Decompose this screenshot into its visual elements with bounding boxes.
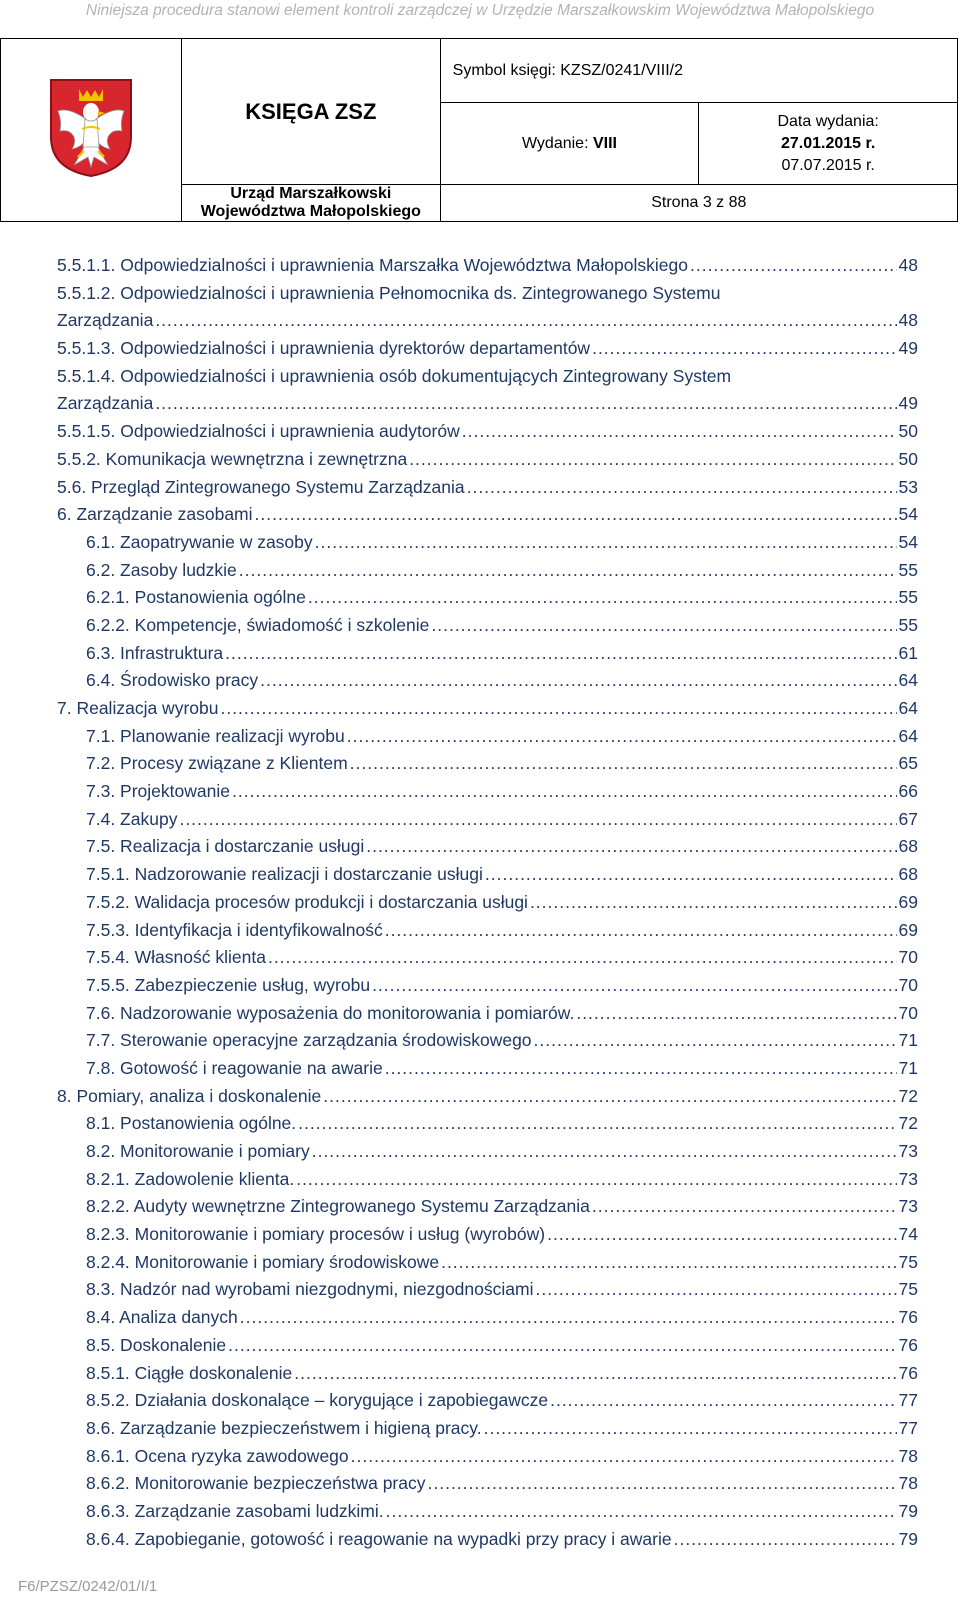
toc-entry[interactable] xyxy=(0,861,960,889)
toc-entry[interactable] xyxy=(0,1221,960,1249)
toc-leader-dots xyxy=(386,1498,897,1526)
toc-entry[interactable] xyxy=(0,1304,960,1332)
book-symbol: Symbol księgi: KZSZ/0241/VIII/2 xyxy=(440,39,957,103)
toc-entry[interactable] xyxy=(0,1387,960,1415)
coat-of-arms-icon xyxy=(48,77,134,179)
toc-page-number: 70 xyxy=(898,1002,918,1023)
toc-page-number: 75 xyxy=(898,1251,918,1272)
toc-page-number: 49 xyxy=(898,338,918,359)
toc-entry-text: 7.5. Realizacja i dostarczanie usługi xyxy=(86,836,365,857)
toc-entry-text: 5.6. Przegląd Zintegrowanego Systemu Zarządzania xyxy=(57,476,465,497)
toc-page-number: 50 xyxy=(898,448,918,469)
toc-page-number: 53 xyxy=(898,476,918,497)
toc-page-number: 73 xyxy=(898,1168,918,1189)
toc-page-number: 64 xyxy=(898,670,918,691)
toc-page-number: 72 xyxy=(898,1085,918,1106)
toc-leader-dots xyxy=(312,1138,897,1166)
toc-leader-dots xyxy=(228,1332,896,1360)
toc-leader-dots xyxy=(441,1249,896,1277)
toc-page-number: 78 xyxy=(898,1445,918,1466)
toc-entry-text: 8.6.3. Zarządzanie zasobami ludzkimi. xyxy=(86,1500,384,1521)
toc-leader-dots xyxy=(232,778,897,806)
office-name: Urząd Marszałkowski Województwa Małopolskiego xyxy=(182,185,441,222)
toc-page-number: 54 xyxy=(898,504,918,525)
toc-page-number: 76 xyxy=(898,1334,918,1355)
toc-entry[interactable] xyxy=(0,833,960,861)
toc-page-number: 69 xyxy=(898,891,918,912)
toc-leader-dots xyxy=(308,584,897,612)
toc-leader-dots xyxy=(530,889,897,917)
toc-entry-text: 8.2.2. Audyty wewnętrzne Zintegrowanego Systemu Zarządzania xyxy=(86,1196,590,1217)
toc-leader-dots xyxy=(534,1027,897,1055)
toc-entry-text: 8.2.4. Monitorowanie i pomiary środowiskowe xyxy=(86,1251,440,1272)
toc-leader-dots xyxy=(462,418,897,446)
toc-leader-dots xyxy=(220,695,896,723)
toc-entry-text: 5.5.1.4. Odpowiedzialności i uprawnienia osób dokumentujących Zintegrowany System xyxy=(57,365,732,386)
toc-page-number: 75 xyxy=(898,1279,918,1300)
toc-leader-dots xyxy=(351,1443,897,1471)
toc-page-number: 73 xyxy=(898,1141,918,1162)
toc-entry-text: 7.1. Planowanie realizacji wyrobu xyxy=(86,725,345,746)
toc-entry[interactable] xyxy=(0,501,960,529)
toc-leader-dots xyxy=(550,1387,896,1415)
toc-page-number: 48 xyxy=(898,255,918,275)
toc-page-number: 49 xyxy=(898,393,918,414)
book-title: KSIĘGA ZSZ xyxy=(182,39,441,185)
toc-page-number: 70 xyxy=(898,974,918,995)
toc-leader-dots xyxy=(674,1526,897,1554)
toc-entry[interactable] xyxy=(0,1138,960,1166)
form-code: F6/PZSZ/0242/01/I/1 xyxy=(18,1578,158,1595)
toc-leader-dots xyxy=(294,1360,896,1388)
toc-entry-text: 8.5. Doskonalenie xyxy=(86,1334,227,1355)
toc-entry[interactable] xyxy=(0,944,960,972)
toc-entry[interactable] xyxy=(0,1027,960,1055)
toc-entry[interactable] xyxy=(0,667,960,695)
toc-page-number: 70 xyxy=(898,947,918,968)
toc-leader-dots xyxy=(576,1000,896,1028)
toc-page-number: 74 xyxy=(898,1224,918,1245)
toc-page-number: 76 xyxy=(898,1307,918,1328)
toc-page-number: 65 xyxy=(898,753,918,774)
toc-entry[interactable] xyxy=(0,252,960,280)
toc-entry[interactable] xyxy=(0,972,960,1000)
toc-leader-dots xyxy=(428,1470,897,1498)
toc-entry-text: 7.5.2. Walidacja procesów produkcji i dostarczania usługi xyxy=(86,891,528,912)
edition-label: Wydanie: xyxy=(521,134,589,152)
toc-entry-text: 7.5.3. Identyfikacja i identyfikowalność xyxy=(86,919,383,940)
toc-leader-dots xyxy=(155,307,896,335)
toc-entry-text: 7.5.4. Własność klienta xyxy=(86,947,266,968)
toc-entry[interactable] xyxy=(0,1470,960,1498)
toc-leader-dots xyxy=(484,1415,897,1443)
toc-entry[interactable] xyxy=(0,806,960,834)
toc-entry-text: 5.5.1.3. Odpowiedzialności i uprawnienia dyrektorów departamentów xyxy=(57,338,591,359)
toc-entry-text: 5.5.1.1. Odpowiedzialności i uprawnienia Marszałka Województwa Małopolskiego xyxy=(57,255,688,275)
toc-entry-text: 7.6. Nadzorowanie wyposażenia do monitorowania i pomiarów. xyxy=(86,1002,575,1023)
issue-date-label: Data wydania: xyxy=(777,112,879,130)
issue-date-1: 27.01.2015 r. xyxy=(781,134,876,152)
toc-entry[interactable] xyxy=(0,640,960,668)
toc-entry[interactable] xyxy=(0,474,960,502)
toc-leader-dots xyxy=(385,1055,897,1083)
toc-entry-text: 8.6.2. Monitorowanie bezpieczeństwa pracy xyxy=(86,1473,426,1494)
edition-value: VIII xyxy=(592,134,617,152)
toc-entry-text: 5.5.1.2. Odpowiedzialności i uprawnienia Pełnomocnika ds. Zintegrowanego Systemu xyxy=(57,282,721,303)
toc-page-number: 76 xyxy=(898,1362,918,1383)
toc-page-number: 69 xyxy=(898,919,918,940)
toc-entry[interactable] xyxy=(0,1110,960,1138)
toc-page-number: 55 xyxy=(898,559,918,580)
toc-entry-text: 8.4. Analiza danych xyxy=(86,1307,238,1328)
toc-leader-dots xyxy=(372,972,896,1000)
toc-page-number: 64 xyxy=(898,698,918,719)
toc-page-number: 68 xyxy=(898,864,918,885)
toc-entry[interactable] xyxy=(0,446,960,474)
toc-entry-text: 8.5.2. Działania doskonalące – korygujące i zapobiegawcze xyxy=(86,1390,549,1411)
toc-entry[interactable] xyxy=(0,1166,960,1194)
toc-entry-text: 7.7. Sterowanie operacyjne zarządzania środowiskowego xyxy=(86,1030,532,1051)
coat-of-arms xyxy=(1,39,182,222)
toc-entry[interactable] xyxy=(0,723,960,751)
toc-leader-dots xyxy=(485,861,897,889)
toc-entry-text: 6.2. Zasoby ludzkie xyxy=(86,559,237,580)
toc-entry-text: 8.3. Nadzór nad wyrobami niezgodnymi, niezgodnościami xyxy=(86,1279,534,1300)
edition xyxy=(440,103,699,185)
toc-entry-text: 8.6.1. Ocena ryzyka zawodowego xyxy=(86,1445,349,1466)
toc-leader-dots xyxy=(350,750,897,778)
toc-entry[interactable] xyxy=(0,778,960,806)
toc-entry-text: 7. Realizacja wyrobu xyxy=(57,698,219,719)
toc-page-number: 54 xyxy=(898,531,918,552)
toc-page-number: 77 xyxy=(898,1417,918,1438)
toc-entry-text: 6. Zarządzanie zasobami xyxy=(57,504,253,525)
toc-entry-text: 6.1. Zaopatrywanie w zasoby xyxy=(86,531,313,552)
toc-page-number: 48 xyxy=(898,310,918,331)
table-of-contents xyxy=(0,252,960,1553)
toc-entry[interactable] xyxy=(0,1193,960,1221)
toc-entry[interactable] xyxy=(0,529,960,557)
toc-entry[interactable] xyxy=(0,557,960,585)
toc-page-number: 55 xyxy=(898,614,918,635)
toc-page-number: 55 xyxy=(898,587,918,608)
toc-entry-text: 8.2.1. Zadowolenie klienta. xyxy=(86,1168,295,1189)
toc-entry-text: 8.6. Zarządzanie bezpieczeństwem i higieną pracy. xyxy=(86,1417,482,1438)
watermark-text: Niniejsza procedura stanowi element kontroli zarządczej w Urzędzie Marszałkowskim Województwa Małopolskiego xyxy=(85,2,875,19)
toc-entry[interactable] xyxy=(0,889,960,917)
toc-leader-dots xyxy=(690,252,897,280)
toc-entry[interactable] xyxy=(0,1360,960,1388)
toc-entry-text: 7.5.1. Nadzorowanie realizacji i dostarczanie usługi xyxy=(86,864,483,885)
toc-entry[interactable] xyxy=(0,1083,960,1111)
toc-page-number: 79 xyxy=(898,1528,918,1549)
toc-entry[interactable] xyxy=(0,695,960,723)
toc-entry-text: 7.4. Zakupy xyxy=(86,808,178,829)
document-header xyxy=(0,38,958,222)
toc-entry[interactable] xyxy=(0,335,960,363)
toc-entry-text: 6.4. Środowisko pracy xyxy=(86,670,259,691)
issue-date-2: 07.07.2015 r. xyxy=(781,156,875,174)
toc-entry-text: 7.5.5. Zabezpieczenie usług, wyrobu xyxy=(86,974,371,995)
toc-entry[interactable] xyxy=(0,584,960,612)
toc-leader-dots xyxy=(535,1276,896,1304)
toc-entry[interactable] xyxy=(0,1000,960,1028)
toc-leader-dots xyxy=(347,723,897,751)
toc-leader-dots xyxy=(268,944,897,972)
toc-entry-text: 8.1. Postanowienia ogólne. xyxy=(86,1113,297,1134)
toc-leader-dots xyxy=(179,806,896,834)
issue-date xyxy=(699,103,958,185)
toc-page-number: 71 xyxy=(898,1030,918,1051)
toc-entry-text: 7.8. Gotowość i reagowanie na awarie xyxy=(86,1057,383,1078)
toc-entry-text: 7.3. Projektowanie xyxy=(86,781,230,802)
toc-leader-dots xyxy=(298,1110,896,1138)
toc-leader-dots xyxy=(225,640,896,668)
toc-entry-text: 8.2. Monitorowanie i pomiary xyxy=(86,1141,310,1162)
toc-leader-dots xyxy=(431,612,896,640)
toc-page-number: 72 xyxy=(898,1113,918,1134)
toc-leader-dots xyxy=(240,1304,897,1332)
toc-entry-text: 5.5.1.5. Odpowiedzialności i uprawnienia audytorów xyxy=(57,421,460,442)
toc-leader-dots xyxy=(315,529,897,557)
toc-entry[interactable] xyxy=(0,1055,960,1083)
toc-leader-dots xyxy=(366,833,896,861)
toc-leader-dots xyxy=(409,446,896,474)
toc-entry-text: 7.2. Procesy związane z Klientem xyxy=(86,753,348,774)
toc-entry-text: 8.2.3. Monitorowanie i pomiary procesów i usług (wyrobów) xyxy=(86,1224,546,1245)
toc-entry-text: 6.3. Infrastruktura xyxy=(86,642,224,663)
toc-entry-text-continued: Zarządzania xyxy=(57,310,154,331)
toc-leader-dots xyxy=(296,1166,896,1194)
toc-entry[interactable] xyxy=(0,1415,960,1443)
toc-page-number: 68 xyxy=(898,836,918,857)
toc-page-number: 78 xyxy=(898,1473,918,1494)
toc-page-number: 71 xyxy=(898,1057,918,1078)
toc-leader-dots xyxy=(239,557,897,585)
toc-leader-dots xyxy=(260,667,896,695)
page-number: Strona 3 z 88 xyxy=(440,185,957,222)
toc-entry[interactable] xyxy=(0,1249,960,1277)
toc-entry-text: 8.6.4. Zapobieganie, gotowość i reagowanie na wypadki przy pracy i awarie xyxy=(86,1528,672,1549)
toc-entry[interactable] xyxy=(0,1498,960,1526)
toc-entry-text-continued: Zarządzania xyxy=(57,393,154,414)
toc-entry[interactable] xyxy=(0,750,960,778)
toc-entry[interactable] xyxy=(0,418,960,446)
toc-entry[interactable] xyxy=(0,1443,960,1471)
toc-entry-text: 6.2.2. Kompetencje, świadomość i szkolenie xyxy=(86,614,430,635)
toc-entry[interactable] xyxy=(0,363,960,418)
toc-page-number: 66 xyxy=(898,781,918,802)
toc-entry[interactable] xyxy=(0,612,960,640)
toc-leader-dots xyxy=(592,1193,897,1221)
toc-entry[interactable] xyxy=(0,917,960,945)
toc-page-number: 79 xyxy=(898,1500,918,1521)
toc-leader-dots xyxy=(255,501,897,529)
toc-leader-dots xyxy=(467,474,897,502)
toc-leader-dots xyxy=(547,1221,896,1249)
toc-page-number: 73 xyxy=(898,1196,918,1217)
toc-entry-text: 5.5.2. Komunikacja wewnętrzna i zewnętrzna xyxy=(57,448,408,469)
toc-entry[interactable] xyxy=(0,1276,960,1304)
toc-page-number: 61 xyxy=(898,642,918,663)
toc-entry-text: 8.5.1. Ciągłe doskonalenie xyxy=(86,1362,293,1383)
toc-page-number: 64 xyxy=(898,725,918,746)
toc-entry[interactable] xyxy=(0,1332,960,1360)
toc-leader-dots xyxy=(592,335,896,363)
toc-leader-dots xyxy=(385,917,897,945)
toc-entry-text: 6.2.1. Postanowienia ogólne xyxy=(86,587,306,608)
toc-leader-dots xyxy=(323,1083,896,1111)
toc-leader-dots xyxy=(155,390,896,418)
toc-page-number: 50 xyxy=(898,421,918,442)
toc-page-number: 77 xyxy=(898,1390,918,1411)
toc-entry[interactable] xyxy=(0,280,960,335)
toc-entry[interactable] xyxy=(0,1526,960,1554)
toc-page-number: 67 xyxy=(898,808,918,829)
toc-entry-text: 8. Pomiary, analiza i doskonalenie xyxy=(57,1085,322,1106)
